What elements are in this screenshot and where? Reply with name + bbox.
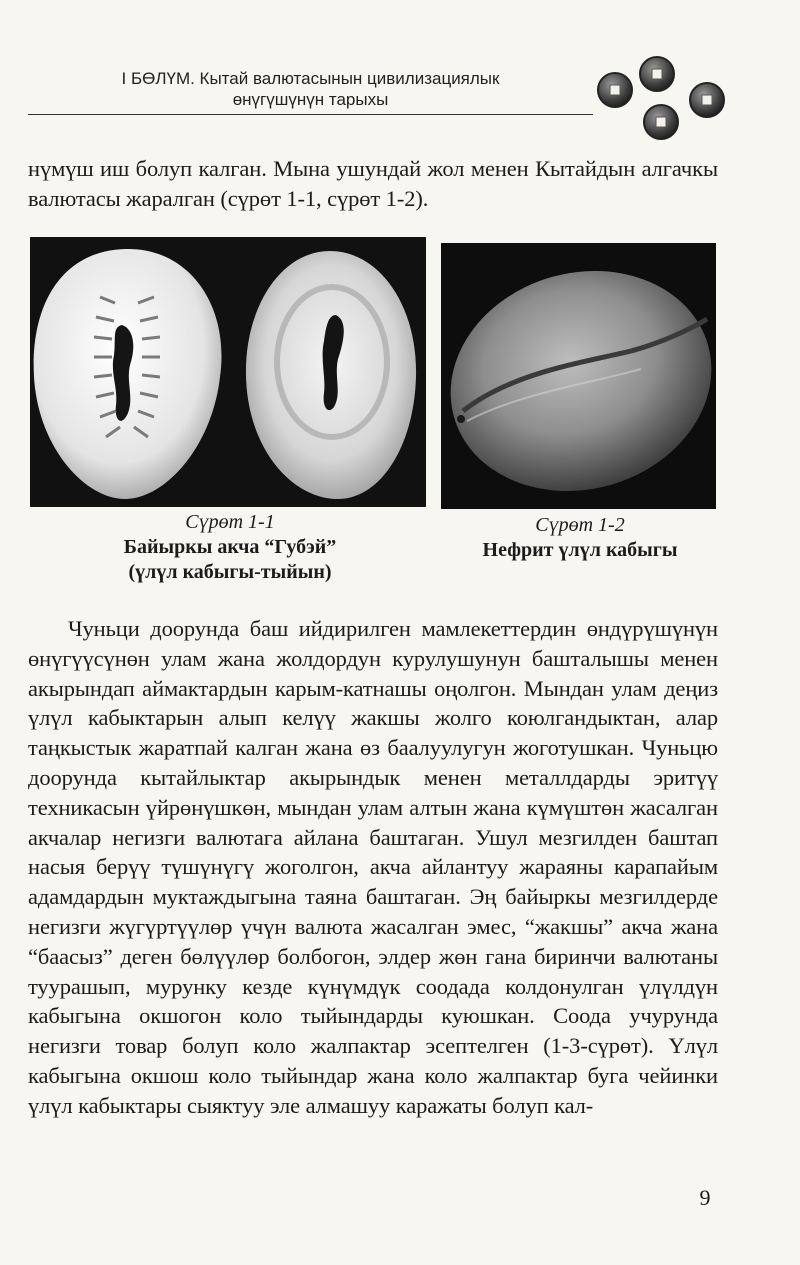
ancient-coins-icon xyxy=(595,52,735,147)
coin-icon xyxy=(598,73,632,107)
figure-title-2: Нефрит үлүл кабыгы xyxy=(482,539,678,561)
figure-label-1: Сүрөт 1-1 xyxy=(185,511,275,533)
header-rule xyxy=(28,114,593,115)
header-line-1: I БӨЛҮМ. Кытай валютасынын цивилизациялык xyxy=(121,69,500,88)
jade-shell-photo xyxy=(441,243,716,509)
coin-icon xyxy=(640,57,674,91)
body-text xyxy=(28,614,718,1121)
running-header xyxy=(28,68,593,110)
figure-title-1b: (үлүл кабыгы-тыйын) xyxy=(128,561,332,583)
figure-caption-1 xyxy=(70,510,390,585)
body-paragraph: Чуньци доорунда баш ийдирилген мамлекеттердин өндүрүшүнүн өнүгүүсүнөн улам жана жолдордун курулушунун башталышы менен акырындап аймактардын карым-катнашы оңолгон. Мындан улам деңиз үлүл кабыктарын алып келүү жакшы жолго коюлгандыктан, алар таңкыстык жаратпай калган жана өз баалуулугун жоготушкан. Чуньцю доорунда кытайлыктар акырындык менен металлдарды эритүү техникасын үйрөнүшкөн, мындан улам алтын жана күмүштөн жасалган акчалар негизги валютага айлана баштаган. Ушул мезгилден баштап насыя берүү түшүнүгү жоголгон, акча айлантуу жараяны карапайым адамдардын муктаждыгына таяна баштаган. Эң байыркы мезгилдерде негизги жүгүртүүлөр үчүн валюта жасалган эмес, “жакшы” акча жана “баасыз” деген бөлүүлөр болбогон, элдер жөн гана биринчи валютаны туурашып, мурунку кезде күнүмдүк соодада колдонулган үлүлдүн кабыгына окшогон коло тыйындарды куюшкан. Соода учурунда негизги товар болуп коло жалпактар эсептелген (1-3-сүрөт). Үлүл кабыгына окшош коло тыйындар жана коло жалпактар буга чейинки үлүл кабыктары сыяктуу эле алмашуу каражаты болуп кал- xyxy=(28,616,718,1118)
coin-icon xyxy=(644,105,678,139)
header-line-2: өнүгүшүнүн тарыхы xyxy=(232,90,389,109)
cowrie-shells-photo xyxy=(30,237,426,507)
coin-icon xyxy=(690,83,724,117)
figure-caption-2 xyxy=(445,513,715,563)
figure-title-1a: Байыркы акча “Губэй” xyxy=(123,536,337,558)
page-number: 9 xyxy=(699,1185,711,1210)
figure-label-2: Сүрөт 1-2 xyxy=(535,514,625,536)
intro-paragraph: нүмүш иш болуп калган. Мына ушундай жол менен Кытайдын алгачкы валютасы жаралган (сүрөт 1-1, сүрөт 1-2). xyxy=(28,156,718,211)
